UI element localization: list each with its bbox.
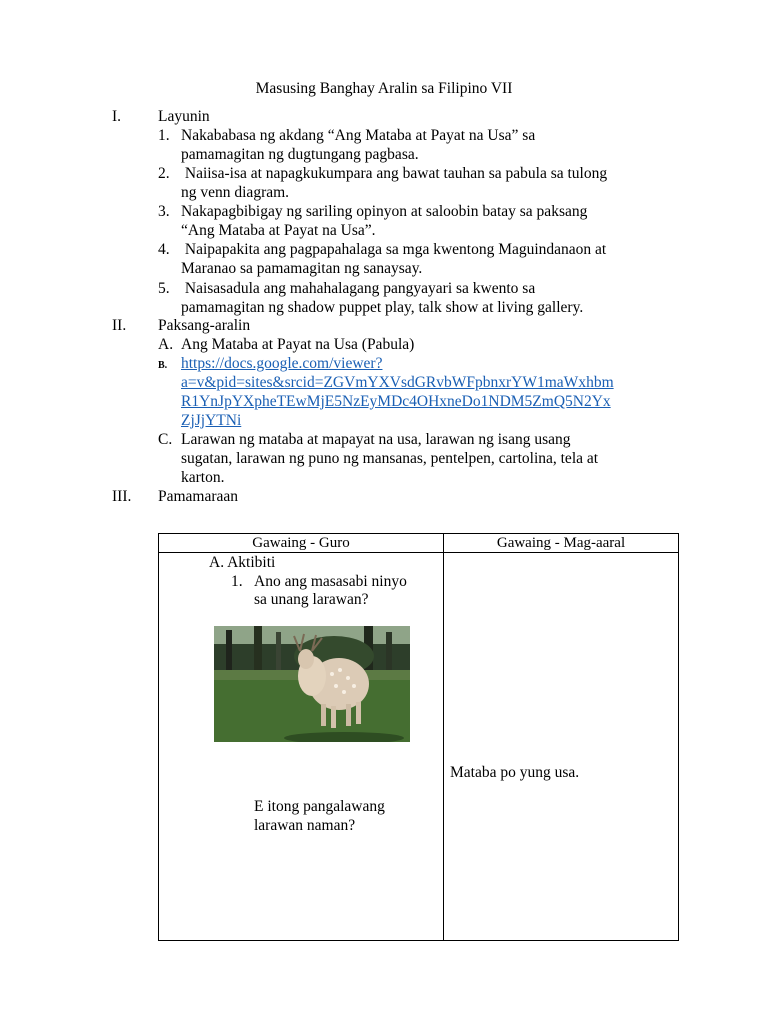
student-response-cell xyxy=(444,553,678,940)
section-numeral-2: II. xyxy=(112,317,127,334)
section-numeral-3: III. xyxy=(112,488,132,505)
reference-link-line-3[interactable]: R1YnJpYXpheTEwMjE5NzEyMDc4OHxneDo1NDM5ZmQ5N2Yx xyxy=(181,393,611,410)
teacher-activity-cell xyxy=(159,553,443,940)
materials-line-2: sugatan, larawan ng puno ng mansanas, pentelpen, cartolina, tela at xyxy=(181,450,599,467)
topic-c-label: C. xyxy=(158,431,173,448)
student-column-header: Gawaing - Mag-aaral xyxy=(444,534,679,553)
objective-3-line2: “Ang Mataba at Payat na Usa”. xyxy=(181,222,376,239)
question-1-num: 1. xyxy=(231,573,243,590)
section-heading-paksang-aralin: Paksang-aralin xyxy=(158,317,251,334)
objective-num-1: 1. xyxy=(158,127,170,144)
objective-4-line2: Maranao sa pamamagitan ng sanaysay. xyxy=(181,260,423,277)
question-2-line2: larawan naman? xyxy=(254,817,356,834)
procedure-table xyxy=(158,533,679,941)
document-title: Masusing Banghay Aralin sa Filipino VII xyxy=(255,80,513,97)
question-1-line2: sa unang larawan? xyxy=(254,591,369,608)
objective-1-line1: Nakababasa ng akdang “Ang Mataba at Payat na Usa” sa xyxy=(181,127,536,144)
section-numeral-1: I. xyxy=(112,108,122,125)
objective-2-line2: ng venn diagram. xyxy=(181,184,290,201)
materials-line-1: Larawan ng mataba at mapayat na usa, larawan ng isang usang xyxy=(181,431,571,448)
objective-num-5: 5. xyxy=(158,280,170,297)
teacher-column-header: Gawaing - Guro xyxy=(159,534,444,553)
student-answer-1: Mataba po yung usa. xyxy=(450,764,580,781)
reference-link-line-4[interactable]: ZjJjYTNi xyxy=(181,412,242,429)
objective-5-line1: Naisasadula ang mahahalagang pangyayari sa kwento sa xyxy=(181,280,536,297)
fat-deer-photo xyxy=(214,626,410,742)
activity-label: A. Aktibiti xyxy=(209,554,276,571)
objective-5-line2: pamamagitan ng shadow puppet play, talk show at living gallery. xyxy=(181,299,584,316)
objective-num-2: 2. xyxy=(158,165,170,182)
reference-link-line-1[interactable]: https://docs.google.com/viewer? xyxy=(181,355,383,372)
section-heading-layunin: Layunin xyxy=(158,108,210,125)
reference-link-line-2[interactable]: a=v&pid=sites&srcid=ZGVmYXVsdGRvbWFpbnxrYW1maWxhbm xyxy=(181,374,614,391)
objective-num-4: 4. xyxy=(158,241,170,258)
question-1-line1: Ano ang masasabi ninyo xyxy=(254,573,407,590)
section-heading-pamamaraan: Pamamaraan xyxy=(158,488,239,505)
question-2-line1: E itong pangalawang xyxy=(254,798,385,815)
materials-line-3: karton. xyxy=(181,469,225,486)
topic-b-label: B. xyxy=(158,360,168,371)
objective-2-line1: Naiisa-isa at napagkukumpara ang bawat tauhan sa pabula sa tulong xyxy=(181,165,608,182)
objective-num-3: 3. xyxy=(158,203,170,220)
topic-a-label: A. xyxy=(158,336,174,353)
topic-a-text: Ang Mataba at Payat na Usa (Pabula) xyxy=(181,336,415,353)
objective-4-line1: Naipapakita ang pagpapahalaga sa mga kwentong Maguindanaon at xyxy=(181,241,607,258)
objective-1-line2: pamamagitan ng dugtungang pagbasa. xyxy=(181,146,419,163)
objective-3-line1: Nakapagbibigay ng sariling opinyon at saloobin batay sa paksang xyxy=(181,203,588,220)
